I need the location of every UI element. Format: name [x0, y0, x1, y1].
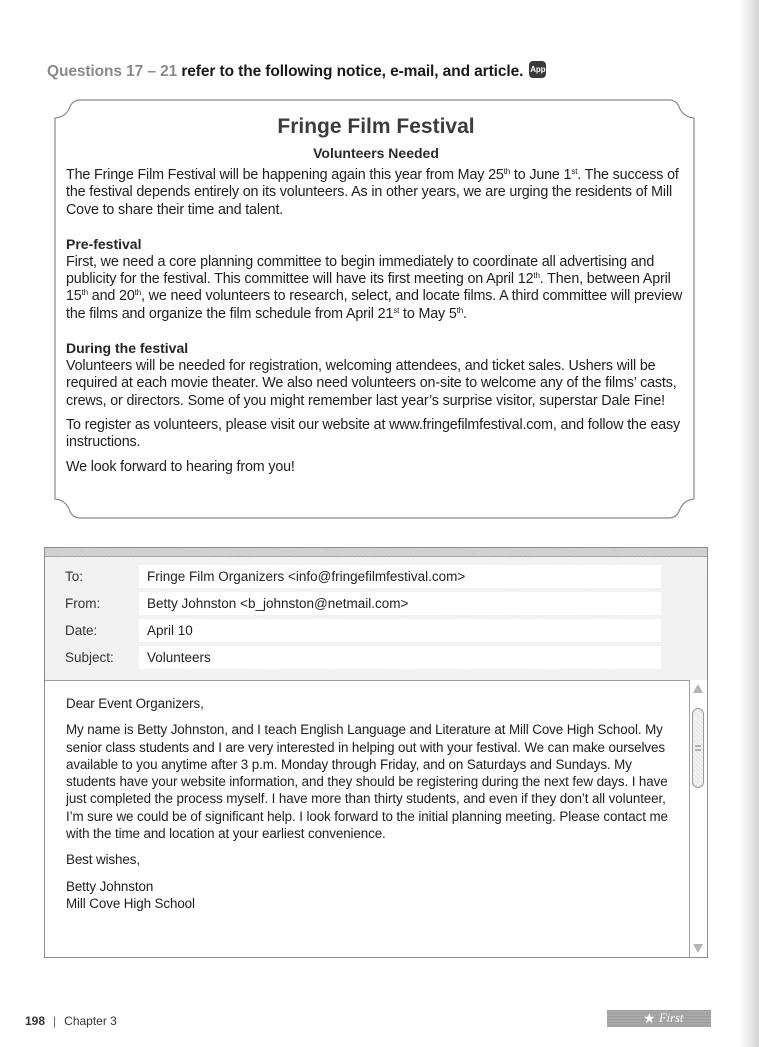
scroll-thumb[interactable] — [692, 708, 704, 788]
question-range: Questions 17 – 21 — [47, 63, 178, 80]
email-header — [45, 557, 707, 681]
field-label: From: — [65, 596, 101, 611]
email-body[interactable] — [45, 680, 689, 957]
notice-intro: The Fringe Film Festival will be happening again this year from May 25th to June 1st. The success of the festival depends entirely on its volunteers. As in other years, we are urging the residents of Mill Cove to share their time and talent. — [66, 167, 679, 218]
from-field[interactable]: Betty Johnston <b_johnston@netmail.com> — [139, 592, 661, 615]
email-text — [66, 695, 678, 912]
to-field[interactable]: Fringe Film Organizers <info@fringefilmfestival.com> — [139, 565, 661, 588]
notice-content — [66, 99, 686, 476]
pre-festival-heading: Pre-festival — [66, 235, 142, 252]
email-signoff: Best wishes, — [66, 852, 140, 868]
notice-box — [44, 99, 708, 519]
email-message: My name is Betty Johnston, and I teach English Language and Literature at Mill Cove High School. My senior class students and I are very interested in helping out with your festival. We can make ourselves available to you anytime after 3 p.m. Monday through Friday, and on Saturdays and Sundays. My students have your website information, and they should be registering during the next few days. I have just completed the process myself. I have more than thirty students, and even if they don’t all volunteer, I’m sure we could be of significant help. I look forward to the initial planning meeting. Please contact me with the time and location at your earliest convenience. — [66, 722, 668, 842]
star-icon: ★ — [643, 1010, 656, 1026]
field-label: Date: — [65, 623, 98, 638]
subject-field[interactable]: Volunteers — [139, 646, 661, 669]
publisher-brand: First News — [659, 1011, 687, 1042]
notice-closing: We look forward to hearing from you! — [66, 458, 295, 475]
field-label: Subject: — [65, 650, 114, 665]
scroll-down-arrow-icon[interactable] — [693, 944, 703, 953]
scroll-up-arrow-icon[interactable] — [693, 684, 703, 693]
date-field[interactable]: April 10 — [139, 619, 661, 642]
publisher-logo — [607, 1010, 711, 1042]
page-number: 198 — [25, 1014, 46, 1028]
email-titlebar — [45, 548, 707, 557]
signature-org: Mill Cove High School — [66, 895, 195, 911]
signature-name: Betty Johnston — [66, 878, 154, 894]
register-text: To register as volunteers, please visit our website at www.fringefilmfestival.com, and follow the easy instructions. — [66, 416, 681, 451]
question-header — [47, 63, 546, 81]
chapter-label: Chapter 3 — [64, 1014, 117, 1028]
page-footer — [25, 1014, 117, 1028]
app-badge-icon[interactable]: App — [529, 61, 546, 78]
email-window — [44, 547, 708, 958]
during-festival-heading: During the festival — [66, 340, 189, 357]
notice-subtitle: Volunteers Needed — [313, 145, 439, 161]
page-edge-shadow — [739, 0, 759, 1047]
email-greeting: Dear Event Organizers, — [66, 696, 204, 711]
notice-title: Fringe Film Festival — [277, 115, 475, 138]
email-scrollbar[interactable] — [689, 680, 707, 957]
field-label: To: — [65, 569, 84, 584]
email-field-to — [45, 565, 707, 588]
grip-icon — [695, 745, 701, 751]
pre-festival-text: First, we need a core planning committee to begin immediately to coordinate all advertising and publicity for the festival. This committee will have its first meeting on April 12th. Then, between April 15th and 20th, we need volunteers to research, select, and locate films. A third committee will preview the films and organize the film schedule from April 21st to May 5th. — [66, 253, 683, 322]
during-festival-text: Volunteers will be needed for registration, welcoming attendees, and ticket sales. Ushers will be required at each movie theater. We also need volunteers on-site to welcome any of the films’ casts, crews, or directors. Some of you might remember last year’s surprise visitor, superstar Dale Fine! — [66, 358, 677, 409]
email-field-from — [45, 592, 707, 615]
email-field-subject — [45, 646, 707, 669]
email-field-date — [45, 619, 707, 642]
footer-separator: | — [53, 1014, 57, 1028]
question-instruction: refer to the following notice, e-mail, and article. — [177, 63, 524, 80]
